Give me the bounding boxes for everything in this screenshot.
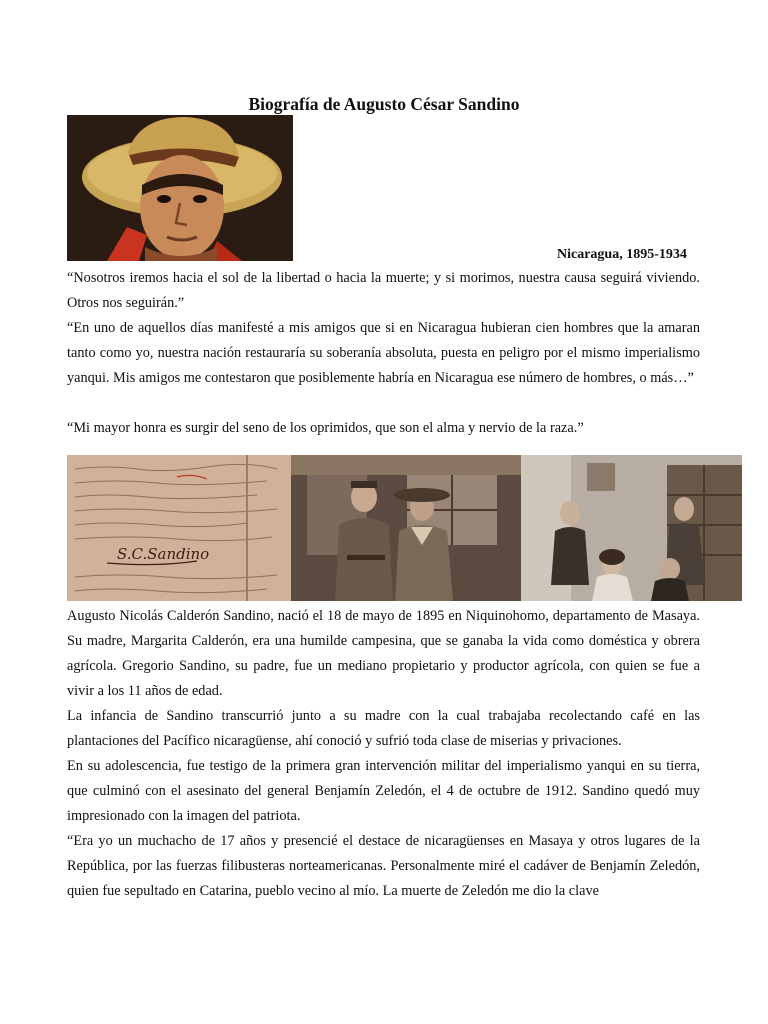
subtitle-dates: Nicaragua, 1895-1934 — [557, 247, 687, 262]
sandino-with-officer-photo — [291, 455, 521, 601]
biography-body — [67, 604, 700, 904]
paragraph: La infancia de Sandino transcurrió junto a su madre con la cual trabajaba recolectando café en las plantaciones del Pacífico nicaragüense, ahí conoció y sufrió toda clase de miserias y privaciones. — [67, 708, 700, 749]
historical-photo-strip — [67, 455, 742, 601]
signature-text: S.C.Sandino — [117, 545, 210, 563]
handwritten-document-image — [67, 455, 291, 601]
page-title: Biografía de Augusto César Sandino — [248, 94, 520, 114]
quote-text: “En uno de aquellos días manifesté a mis amigos que si en Nicaragua hubieran cien hombres que la amaran tanto como yo, nuestra nación restauraría su soberanía absoluta, puesta en peligro por el mismo imperialismo yanqui. Mis amigos me contestaron que posiblemente habría en Nicaragua ese número de hombres, o más…” — [67, 320, 700, 386]
quote-2 — [67, 316, 700, 391]
quote-1 — [67, 266, 700, 316]
group-portrait-photo — [521, 455, 742, 601]
paragraph: Augusto Nicolás Calderón Sandino, nació el 18 de mayo de 1895 en Niquinohomo, departamento de Masaya. Su madre, Margarita Calderón, era una humilde campesina, que se ganaba la vida como doméstica y obrera agrícola. Gregorio Sandino, su padre, fue un mediano propietario y productor agrícola, con quien se fue a vivir a los 11 años de edad. — [67, 608, 700, 699]
quote-text: “Nosotros iremos hacia el sol de la libertad o hacia la muerte; y si morimos, nuestra causa seguirá viviendo. Otros nos seguirán.” — [67, 270, 700, 311]
quote-3 — [67, 416, 700, 441]
paragraph: En su adolescencia, fue testigo de la primera gran intervención militar del imperialismo yanqui en su tierra, que culminó con el asesinato del general Benjamín Zeledón, el 4 de octubre de 1912. Sandino quedó muy impresionado con la imagen del patriota. — [67, 758, 700, 824]
paragraph: “Era yo un muchacho de 17 años y presencié el destace de nicaragüenses en Masaya y otros lugares de la República, por las fuerzas filibusteras norteamericanas. Personalmente miré el cadáver de Benjamín Zeledón, quien fue sepultado en Catarina, pueblo vecino al mío. La muerte de Zeledón me dio la clave — [67, 833, 700, 899]
quote-text: “Mi mayor honra es surgir del seno de los oprimidos, que son el alma y nervio de la raza.” — [67, 420, 584, 436]
sandino-portrait-image — [67, 115, 293, 261]
